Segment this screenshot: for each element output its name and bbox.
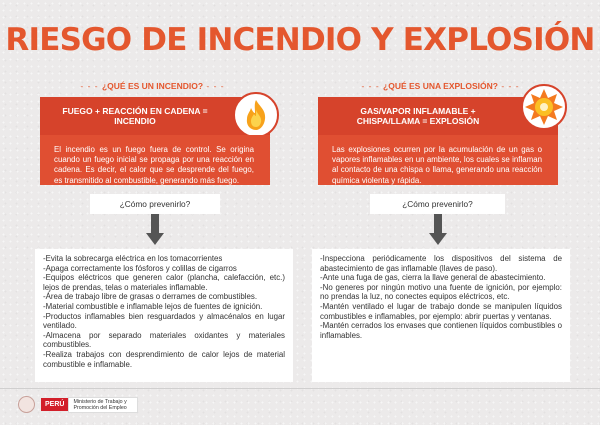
coat-of-arms-icon: [18, 396, 35, 413]
list-item: -Mantén cerrados los envases que contienen líquidos combustibles o inflamables.: [320, 321, 562, 340]
list-item: -Equipos eléctricos que generen calor (plancha, calefacción, etc.) lejos de prendas, telas o materiales inflamable.: [43, 273, 285, 292]
list-item: -Inspecciona periódicamente los dispositivos del sistema de abastecimiento de gas inflamable (llaves de paso).: [320, 254, 562, 273]
right-arrow: [434, 214, 442, 234]
right-subheading: - - - ¿QUÉ ES UNA EXPLOSIÓN? - - -: [361, 81, 520, 91]
left-question: ¿QUÉ ES UN INCENDIO?: [101, 81, 204, 91]
list-item: -Evita la sobrecarga eléctrica en los tomacorrientes: [43, 254, 223, 263]
ministry-logo: [18, 396, 138, 413]
left-subheading: - - - ¿QUÉ ES UN INCENDIO? - - -: [80, 81, 225, 91]
right-arrow-head: [429, 233, 447, 245]
list-item: -No generes por ningún motivo una fuente de ignición, por ejemplo: no prendas la luz, no conectes equipos eléctricos, etc.: [320, 282, 562, 302]
right-tips-list: [312, 249, 570, 382]
list-item: -Mantén ventilado el lugar de trabajo donde se manipulen líquidos combustibles e inflamables, por ejemplo: abrir puertas y ventanas.: [320, 301, 562, 321]
fire-icon: [233, 92, 279, 138]
list-item: -Material combustible e inflamable lejos de fuentes de ignición.: [43, 301, 263, 311]
explosion-icon: [521, 84, 567, 130]
page-title: RIESGO DE INCENDIO Y EXPLOSIÓN: [5, 22, 595, 58]
right-description: Las explosiones ocurren por la acumulación de un gas o vapores inflamables en un ambiente, los cuales se inflaman al contacto de una chispa o llama, generando una reacción química violenta y rápida.: [318, 135, 558, 185]
left-arrow-head: [146, 233, 164, 245]
list-item: -Realiza trabajos con desprendimiento de calor lejos de material combustible e inflamable.: [43, 349, 285, 369]
right-prevent-label: ¿Cómo prevenirlo?: [370, 194, 505, 214]
right-panel-heading: GAS/VAPOR INFLAMABLE + CHISPA/LLAMA = EXPLOSIÓN: [318, 97, 558, 135]
left-description: El incendio es un fuego fuera de control. Se origina cuando un fuego inicial se propaga por una reacción en cadena. Es decir, el calor que se desprende del fuego, es transmitido al combustible, generando más fuego.: [40, 135, 270, 185]
list-item: -Productos inflamables bien resguardados y almacénalos en lugar ventilado.: [43, 311, 285, 331]
list-item: -Área de trabajo libre de grasas o derrames de combustibles.: [43, 292, 258, 302]
right-question: ¿QUÉ ES UNA EXPLOSIÓN?: [383, 81, 498, 91]
list-item: -Apaga correctamente los fósforos y colillas de cigarros: [43, 263, 237, 273]
country-label: PERÚ: [41, 398, 68, 411]
left-arrow: [151, 214, 159, 234]
list-item: -Almacena por separado materiales oxidantes y materiales combustibles.: [43, 330, 285, 350]
left-panel-heading: FUEGO + REACCIÓN EN CADENA = INCENDIO: [40, 97, 270, 135]
left-prevent-label: ¿Cómo prevenirlo?: [90, 194, 220, 214]
left-tips-list: [35, 249, 293, 382]
ministry-label: Ministerio de Trabajo y Promoción del Empleo: [68, 397, 138, 413]
list-item: -Ante una fuga de gas, cierra la llave general de abastecimiento.: [320, 273, 546, 283]
footer-divider: [0, 388, 600, 389]
